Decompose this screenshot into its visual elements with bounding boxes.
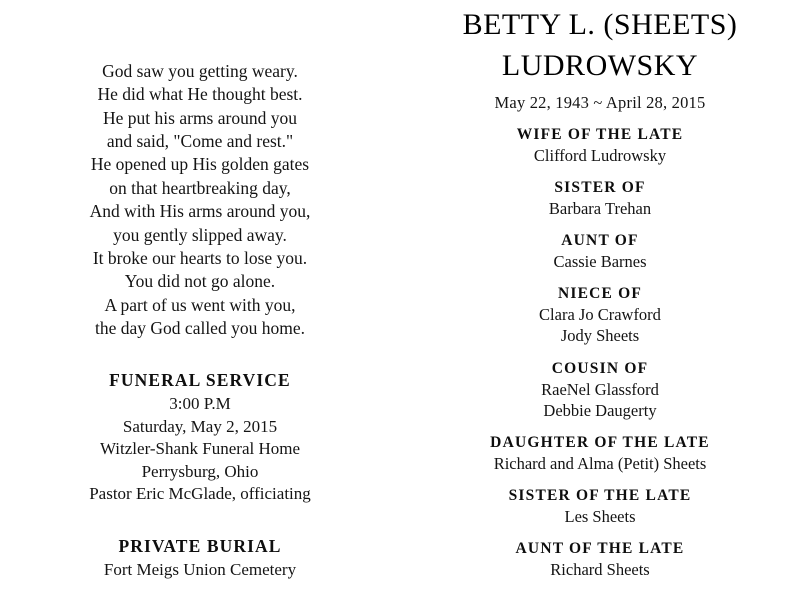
relation-title: NIECE OF: [557, 285, 643, 303]
relation-title: DAUGHTER OF THE LATE: [490, 433, 710, 451]
relation-title: WIFE OF THE LATE: [516, 126, 684, 143]
relation-block: [490, 434, 710, 474]
poem-line: And with His arms around you,: [89, 201, 311, 222]
section-line: Perrysburg, Ohio: [141, 461, 259, 481]
left-sections: [89, 340, 311, 581]
poem-line: and said, "Come and rest.": [106, 131, 294, 152]
poem-line: You did not go alone.: [124, 271, 276, 292]
poem-line: He put his arms around you: [103, 107, 297, 128]
poem-line: the day God called you home.: [95, 317, 305, 338]
poem-line: He opened up His golden gates: [90, 154, 310, 175]
relation-block: [490, 360, 710, 421]
section-line: Saturday, May 2, 2015: [122, 416, 278, 436]
section-heading: FUNERAL SERVICE: [109, 370, 291, 391]
relation-title: SISTER OF THE LATE: [508, 486, 692, 504]
relation-name: Cassie Barnes: [553, 252, 647, 272]
relation-block: [490, 126, 710, 166]
relation-name: RaeNel Glassford: [541, 379, 659, 399]
section-line: 3:00 P.M: [169, 394, 231, 414]
service-section: [89, 370, 311, 505]
deceased-name-line-2: LUDROWSKY: [501, 48, 699, 82]
section-line: Witzler-Shank Funeral Home: [99, 439, 301, 459]
deceased-name-line-1: BETTY L. (SHEETS): [462, 8, 738, 41]
relation-name: Jody Sheets: [560, 326, 640, 346]
relation-block: [490, 285, 710, 346]
relation-name: Les Sheets: [564, 506, 636, 526]
memorial-poem: [90, 60, 311, 340]
section-line: Pastor Eric McGlade, officiating: [89, 484, 311, 504]
life-dates: May 22, 1943 ~ April 28, 2015: [494, 93, 706, 112]
poem-line: God saw you getting weary.: [102, 61, 298, 81]
relation-name: Richard and Alma (Petit) Sheets: [493, 453, 707, 473]
poem-line: He did what He thought best.: [97, 84, 303, 105]
right-panel: [400, 0, 800, 600]
relation-block: [490, 179, 710, 219]
relation-title: AUNT OF THE LATE: [515, 539, 685, 557]
relation-name: Debbie Daugerty: [543, 400, 657, 420]
section-heading: PRIVATE BURIAL: [118, 535, 282, 556]
relation-name: Richard Sheets: [550, 559, 650, 579]
relation-title: COUSIN OF: [551, 359, 649, 377]
relations-list: [490, 113, 710, 580]
poem-line: It broke our hearts to lose you.: [92, 247, 308, 268]
service-section: [89, 536, 311, 581]
relation-name: Barbara Trehan: [548, 199, 652, 219]
poem-line: on that heartbreaking day,: [109, 177, 291, 198]
relation-block: [490, 540, 710, 580]
section-line: Fort Meigs Union Cemetery: [103, 559, 297, 579]
relation-block: [490, 232, 710, 272]
poem-line: A part of us went with you,: [104, 294, 296, 315]
poem-line: you gently slipped away.: [113, 224, 287, 245]
relation-name: Clifford Ludrowsky: [533, 146, 667, 165]
relation-block: [490, 487, 710, 527]
relation-name: Clara Jo Crawford: [539, 305, 661, 325]
relation-title: AUNT OF: [561, 232, 639, 250]
relation-title: SISTER OF: [554, 179, 646, 197]
